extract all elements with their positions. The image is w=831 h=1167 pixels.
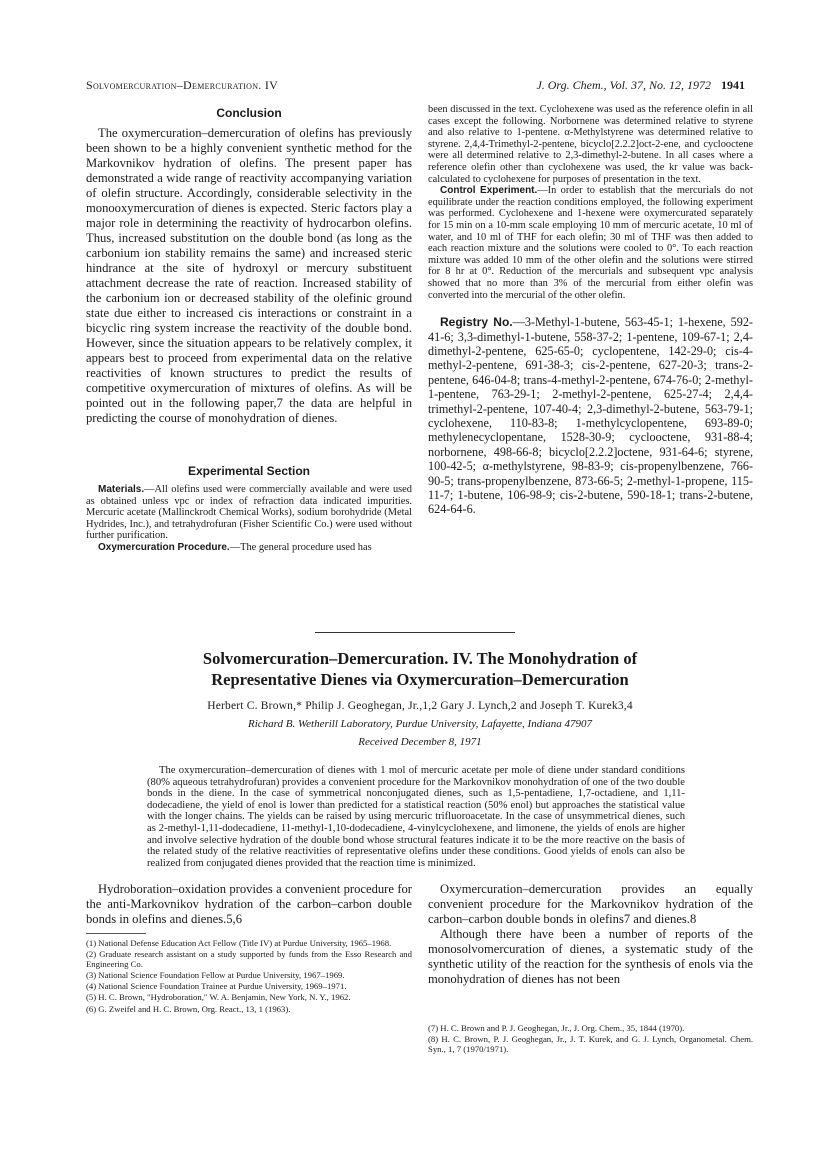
conclusion-heading: Conclusion — [216, 106, 282, 120]
article-header — [86, 648, 754, 748]
materials-label: Materials. — [98, 484, 145, 495]
bottom-left-column — [86, 882, 412, 1015]
footnote-7: (7) H. C. Brown and P. J. Geoghegan, Jr., J. Org. Chem., 35, 1844 (1970). — [428, 1023, 685, 1033]
experimental-heading: Experimental Section — [187, 464, 311, 478]
article-divider — [315, 632, 515, 633]
footnote-2: (2) Graduate research assistant on a study supported by funds from the Esso Research and Engineering Co. — [86, 949, 412, 970]
registry-paragraph — [428, 315, 753, 517]
body-paragraph-2: Although there have been a number of reports of the monosolvomercuration of dienes, a systematic study of the synthetic utility of the reaction for the synthesis of enols via the monohydration of dienes has not been — [428, 927, 753, 986]
journal-citation — [536, 78, 745, 93]
page-number: 1941 — [721, 78, 745, 92]
registry-text: —3-Methyl-1-butene, 563-45-1; 1-hexene, 592-41-6; 3,3-dimethyl-1-butene, 558-37-2; 1-pentene, 109-67-1; 2,4-dimethyl-2-pentene, 625-65-0; cyclopentene, 142-29-0; cis-4-methyl-2-pentene, 691-38-3; cis-2-pentene, 627-20-3; trans-2-pentene, 646-04-8; trans-4-methyl-2-pentene, 674-76-0; 2-methyl-1-pentene, 763-29-1; 2-methyl-2-pentene, 625-27-4; 2,4,4-trimethyl-2-pentene, 107-40-4; 2,3-dimethyl-2-butene, 563-79-1; cyclohexene, 110-83-8; 1-methylcyclopentene, 693-89-0; methylenecyclopentane, 1528-30-9; cyclooctene, 931-88-4; norbornene, 498-66-8; bicyclo[2.2.2]octene, 931-64-6; styrene, 100-42-5; α-methylstyrene, 98-83-9; cis-propenylbenzene, 766-90-5; trans-propenylbenzene, 873-66-5; 2-methyl-1-propene, 115-11-7; 1-butene, 106-98-9; cis-2-butene, 590-18-1; trans-2-butene, 624-64-6. — [428, 315, 753, 517]
footnote-4: (4) National Science Foundation Trainee at Purdue University, 1969–1971. — [86, 981, 347, 992]
affiliation: Richard B. Wetherill Laboratory, Purdue University, Lafayette, Indiana 47907 — [247, 718, 593, 730]
footnote-6: (6) G. Zweifel and H. C. Brown, Org. React., 13, 1 (1963). — [86, 1003, 291, 1014]
footnotes-left — [86, 938, 412, 1014]
procedure-text: —The general procedure used has — [229, 541, 372, 553]
running-header — [86, 78, 745, 96]
footnote-8: (8) H. C. Brown, P. J. Geoghegan, Jr., J. T. Kurek, and G. J. Lynch, Organometal. Chem. Syn., 1, 7 (1970/1971). — [428, 1034, 753, 1055]
procedure-continued: been discussed in the text. Cyclohexene was used as the reference olefin in all cases except the following. Norbornene was determined relative to styrene and also relative to 1-pentene. α-Methylstyrene was determined relative to styrene. 2,4,4-Trimethyl-2-pentene, bicyclo[2.2.2]oct-2-ene, and cyclooctene were all determined relative to 2,3-dimethyl-2-butene. In all cases where a reference olefin other than cyclohexene was used, the kr value was back-calculated to cyclohexene for purposes of presentation in the text. — [428, 104, 753, 185]
control-paragraph — [428, 185, 753, 301]
article-title-line-1: Solvomercuration–Demercuration. IV. The Monohydration of — [202, 649, 638, 668]
materials-paragraph — [86, 484, 412, 542]
intro-paragraph: Hydroboration–oxidation provides a convenient procedure for the anti-Markovnikov hydration of the carbon–carbon double bonds in olefins and dienes.5,6 — [86, 882, 412, 926]
author-list: Herbert C. Brown,* Philip J. Geoghegan, Jr.,1,2 Gary J. Lynch,2 and Joseph T. Kurek3,4 — [207, 700, 633, 712]
control-label: Control Experiment. — [440, 185, 538, 197]
footnote-rule — [86, 933, 146, 934]
article-title-line-2: Representative Dienes via Oxymercuration–Demercuration — [211, 670, 629, 689]
conclusion-paragraph: The oxymercuration–demercuration of olefins has previously been shown to be a highly convenient synthetic method for the Markovnikov hydration of olefins. The present paper has demonstrated a wide range of reactivity accompanying variation of olefin structure. Accordingly, considerable selectivity in the monooxymercuration of dienes is expected. Steric factors play a major role in determining the reactivity of hydrocarbon olefins. Thus, increased substitution on the double bond (as long as the carbonium ion stability remains the same) and increased steric hindrance at the site of hydroxyl or mercury substituent attachment decrease the rate of reaction. Increased stability of the carbonium ion or decreased stability of the olefinic ground state due either to increased cis interactions or constraint in a bicyclic ring system increase the reactivity of the double bond. However, since the situation appears to be relatively complex, it appears best to proceed from experimental data on the relative reactivities of known structures to predict the results of competitive oxymercuration of mixtures of olefins. As will be pointed out in the following paper,7 the data are helpful in predicting the course of monohydration of dienes. — [86, 126, 412, 425]
top-right-column — [428, 104, 753, 517]
procedure-paragraph — [86, 542, 412, 554]
footnote-5: (5) H. C. Brown, "Hydroboration," W. A. Benjamin, New York, N. Y., 1962. — [86, 992, 351, 1003]
footnote-3: (3) National Science Foundation Fellow at Purdue University, 1967–1969. — [86, 970, 345, 981]
registry-label: Registry No. — [440, 315, 513, 330]
control-text: —In order to establish that the mercurials do not equilibrate under the reaction conditions employed, the following experiment was performed. Cyclohexene and 1-hexene were oxymercurated separately for 15 min on a 10-mm scale employing 10 mm of mercuric acetate, 10 ml of water, and 10 ml of THF for each olefin; 30 ml of THF was then added to each reaction mixture and the solutions were cooled to 0°. To each reaction mixture was added 10 mm of the other olefin and the solutions were stirred for 8 hr at 0°. Reduction of the mercurials and subsequent vpc analysis showed that no more than 3% of the mercurial from either olefin was converted into the mercurial of the other olefin. — [428, 185, 753, 301]
abstract: The oxymercuration–demercuration of dienes with 1 mol of mercuric acetate per mole of diene under standard conditions (80% aqueous tetrahydrofuran) provides a convenient procedure for the Markovnikov monohydration of one of the two double bonds in the diene. In the case of symmetrical nonconjugated dienes, such as 1,5-pentadiene, 1,7-octadiene, and 1,11-dodecadiene, the yield of enol is lower than predicted for a statistical reaction (50% enol) but approaches the statistical value with the longer chains. The yields can be raised by using mercuric trifluoroacetate. In the case of unsymmetrical dienes, such as 2-methyl-1,11-dodecadiene, 11-methyl-1,10-dodecadiene, 4-vinylcyclohexene, and limonene, the yields of enols are higher and involve selective hydration of the double bond whose structural features indicate it to be the more reactive on the basis of the related study of the relative reactivities of representative olefins under these conditions. Good yields of enols can also be realized from conjugated dienes provided that the reaction time is minimized. — [147, 765, 685, 869]
materials-text: —All olefins used were commercially available and were used as obtained unless vpc or index of refraction data indicated impurities. Mercuric acetate (Mallinckrodt Chemical Works), sodium borohydride (Metal Hydrides, Inc.), and tetrahydrofuran (Fisher Scientific Co.) were used without further purification. — [86, 484, 412, 542]
journal-name: J. Org. Chem., Vol. 37, No. 12, 1972 — [536, 78, 711, 92]
procedure-label: Oxymercuration Procedure. — [98, 541, 230, 553]
received-date: Received December 8, 1971 — [358, 736, 482, 748]
bottom-right-column — [428, 882, 753, 1055]
running-title: Solvomercuration–Demercuration. IV — [86, 78, 279, 92]
footnotes-right — [428, 1023, 753, 1054]
top-left-column — [86, 104, 412, 554]
footnote-1: (1) National Defense Education Act Fellow (Title IV) at Purdue University, 1965–1968. — [86, 938, 392, 948]
body-paragraph-1: Oxymercuration–demercuration provides an equally convenient procedure for the Markovnikov hydration of the carbon–carbon double bonds in olefins7 and dienes.8 — [428, 882, 753, 926]
